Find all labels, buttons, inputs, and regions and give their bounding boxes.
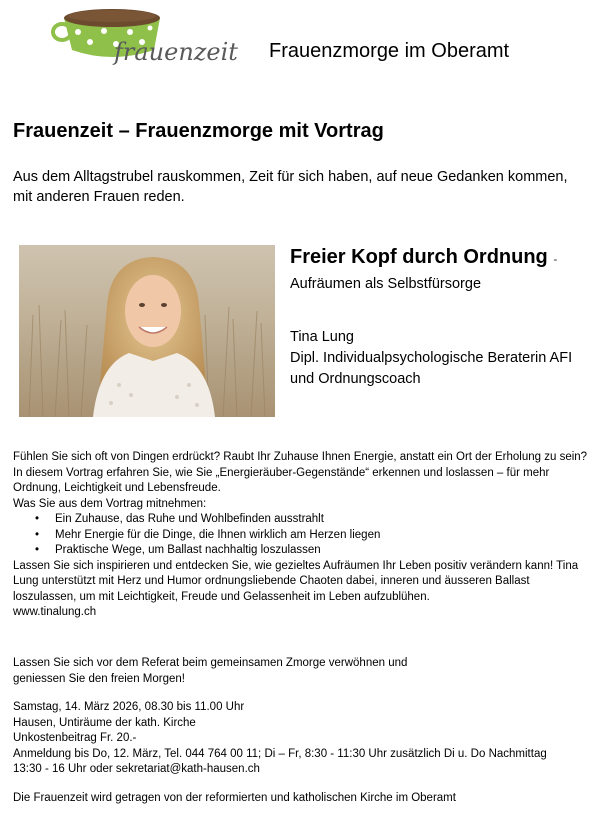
speaker-role-line-1: Dipl. Individualpsychologische Beraterin AFI xyxy=(290,350,573,366)
speaker-role-line-2: und Ordnungscoach xyxy=(290,371,421,387)
description-paragraph-2: Lassen Sie sich inspirieren und entdecken Sie, wie gezieltes Aufräumen Ihr Leben positiv verändern kann! Tina Lung unterstützt mit Herz und Humor ordnungsliebende Chaoten dabei, inneren und äusseren Ballast loszulassen, um mit Leichtigkeit, Freude und Gelassenheit im Leben aufzublühen. xyxy=(13,559,579,603)
takeaway-item: • Mehr Energie für die Dinge, die Ihnen wirklich am Herzen liegen xyxy=(55,528,593,544)
speaker-info xyxy=(290,327,572,390)
logo-text: frauenzeit xyxy=(114,38,238,66)
takeaway-intro: Was Sie aus dem Vortrag mitnehmen: xyxy=(13,497,207,510)
talk-title xyxy=(290,246,557,269)
talk-title-suffix: - xyxy=(553,252,558,266)
takeaway-item: • Ein Zuhause, das Ruhe und Wohlbefinden ausstrahlt xyxy=(55,512,593,528)
event-cost: Unkostenbeitrag Fr. 20.- xyxy=(13,732,137,744)
zmorge-line-2: geniessen Sie den freien Morgen! xyxy=(13,672,185,685)
speaker-portrait-image xyxy=(19,245,275,417)
footer-note: Die Frauenzeit wird getragen von der reformierten und katholischen Kirche im Oberamt xyxy=(13,792,456,804)
speaker-name: Tina Lung xyxy=(290,329,354,345)
zmorge-note xyxy=(13,656,593,687)
event-date: Samstag, 14. März 2026, 08.30 bis 11.00 Uhr xyxy=(13,701,245,713)
intro-text: Aus dem Alltagstrubel rauskommen, Zeit für sich haben, auf neue Gedanken kommen, mit anderen Frauen reden. xyxy=(13,169,568,205)
coffee-cup-logo-icon xyxy=(50,4,238,74)
registration-line-1: Anmeldung bis Do, 12. März, Tel. 044 764 00 11; Di – Fr, 8:30 - 11:30 Uhr zusätzlich Di u. Do Nachmittag xyxy=(13,747,547,760)
header-title: Frauenzmorge im Oberamt xyxy=(269,40,510,62)
page-title: Frauenzeit – Frauenzmorge mit Vortrag xyxy=(13,120,384,142)
event-details xyxy=(13,700,603,778)
description-body xyxy=(13,450,593,621)
event-location: Hausen, Untiräume der kath. Kirche xyxy=(13,716,196,729)
registration-line-2: 13:30 - 16 Uhr oder sekretariat@kath-hausen.ch xyxy=(13,763,260,775)
frauenzeit-logo xyxy=(50,4,238,74)
talk-subtitle: Aufräumen als Selbstfürsorge xyxy=(290,276,482,292)
website-link[interactable]: www.tinalung.ch xyxy=(13,606,97,618)
zmorge-line-1: Lassen Sie sich vor dem Referat beim gemeinsamen Zmorge verwöhnen und xyxy=(13,657,408,669)
description-paragraph-1: Fühlen Sie sich oft von Dingen erdrückt? Raubt Ihr Zuhause Ihnen Energie, anstatt ein Ort der Erholung zu sein? In diesem Vortrag erfahren Sie, wie Sie „Energieräuber-Gegenstände“ erkennen und loslassen – für mehr Ordnung, Leichtigkeit und Lebensfreude. xyxy=(13,451,588,494)
takeaway-item: • Praktische Wege, um Ballast nachhaltig loszulassen xyxy=(55,543,593,559)
talk-title-text: Freier Kopf durch Ordnung xyxy=(290,246,548,268)
takeaway-list xyxy=(13,512,593,559)
speaker-photo xyxy=(19,245,275,417)
